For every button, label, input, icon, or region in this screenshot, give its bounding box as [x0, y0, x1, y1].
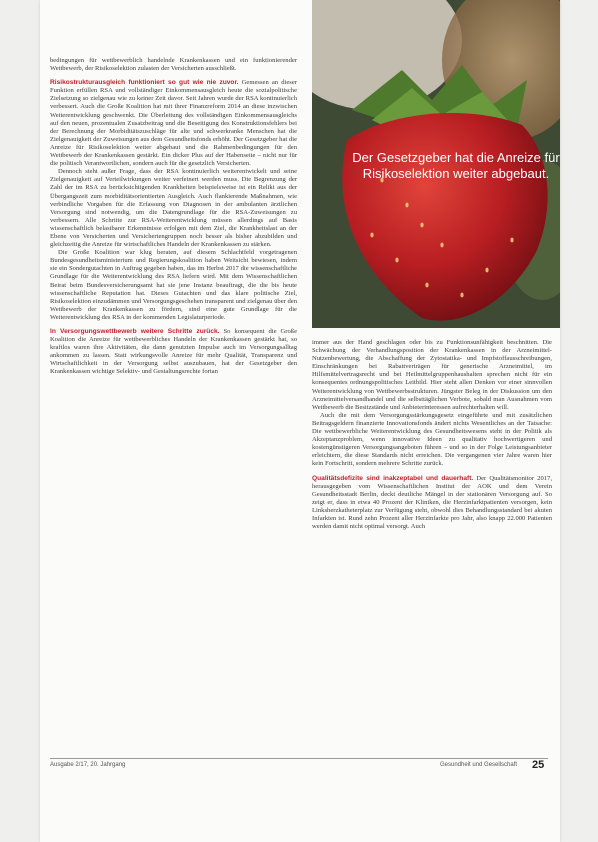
paragraph: Auch die mit dem Versorgungsstärkungsgesetz eingeführte und mit zusätzlichen Beitragsgeldern finanzierte Innovationsfonds ändert nichts Wesentliches an der Tatsache: Die wettbewerbliche Weiterentwicklung des Gesundheitswesens steht in der Politik als Akzeptanzproblem, wenn innovative Ideen zu qualitativ hochwertigeren und kostengünstigeren Versorgungsangeboten führen – und so in der Folge Leistungsanbieter erleichtern, die diese Standards nicht erreichen. Die vergangenen vier Jahre waren hier kein Fortschritt, sondern mehrere Schritte zurück. [312, 411, 552, 468]
section-heading: In Versorgungswettbewerb weitere Schritte zurück. [50, 328, 220, 335]
paragraph: Dennoch steht außer Frage, dass der RSA kontinuierlich weiterentwickelt und seine Zielgenauigkeit auf Verteilwirkungen weiter verfeinert werden muss. Die Begrenzung der Zahl der im RSA zu berücksichtigenden Krankheiten beispielsweise ist ein Relikt aus der Übergangszeit zum morbiditätsorientierten Ausgleich. Auch flankierende Maßnahmen, wie verbindliche Vorgaben für die Erfassung von Diagnosen in der ambulanten ärztlichen Versorgung sind notwendig, um die Datengrundlage für die RSA-Zuweisungen zu verbessern. Alle Schritte zur RSA-Weiterentwicklung müssen allerdings auf Basis wissenschaftlich belastbarer Erkenntnisse erfolgen mit dem Ziel, die Krankheitslast an der Ebene von Versicherten und Versichertengruppen noch besser als bisher abzubilden und gleichzeitig die Anreize für wirtschaftliches Handeln der Krankenkassen zu stärken. [50, 168, 297, 249]
section-risk-adjustment [50, 79, 297, 168]
paragraph: bedingungen für wettbewerblich handelnde Krankenkassen und ein funktionierender Wettbewerb, der Risikoselektion zulasten der Versicherten ausschließt. [50, 57, 297, 73]
page-number: 25 [532, 759, 545, 771]
paragraph: immer aus der Hand geschlagen oder bis zu Funktionsunfähigkeit beschnitten. Die Schwächung der Verhandlungsposition der Krankenkassen in der Arzneimittel-Nutzenbewertung, die Abschaffung der Zytostatika- und Impfstoffausschreibungen, Einschränkungen bei Rabattverträgen für generische Arzneimittel, im Hilfsmittelvertragsrecht und bei Heilmittelgruppenhaushalten sprechen nicht für ein konsequentes ordnungspolitisches Leitbild. Hier steht allen Denken vor einer sinnvollen Weiterentwicklung von Wettbewerbsstrukturen. Jüngster Beleg in der Diskussion um den Arzneimittelversandhandel und die selbsttäglichen Verbote, sobald man Ausnahmen vom Wettbewerb die Besitzstände und Anbieterinteressen aufrechterhalten will. [312, 339, 552, 411]
section-text: So konsequent die Große Koalition die Anreize für wettbewerbliches Handeln der Krankenkassen gestärkt hat, so kraftlos waren ihre Aktivitäten, die dann genutzten Impulse auch im Versorgungsalltag ankommen zu lassen. Statt wirkungsvolle Anreize für mehr Qualität, Transparenz und Wirtschaftlichkeit in der Versorgung selbst auszubauen, hat der Gesetzgeber den Krankenkassen wichtige Selektiv- und Gestaltungsrechte fortan [50, 328, 297, 376]
paragraph: Die Große Koalition war klug beraten, auf diesem Schlachtfeld vorgetragenen Bundesgesundheitsministerium und Regierungskoalition haben Weitsicht bewiesen, indem sie ein Sondergutachten in Auftrag gegeben haben, das im Herbst 2017 die wissenschaftliche Grundlage für die Weiterentwicklung des RSA liefern wird. Mit dem Wissenschaftlichen Beirat beim Bundesversicherungsamt hat sie jene Instanz beauftragt, die die bis heute wissenschaftliche Reputation hat. Dieses Gutachten und das klare politische Ziel, Risikoselektion einzudämmen und Versorgungsgeschehen transparent und zielgenau über den Wettbewerb der Krankenkassen zu fördern, sind eine gute Grundlage für die Weiterentwicklung des RSA in der kommenden Legislaturperiode. [50, 249, 297, 321]
column-right [312, 339, 552, 531]
section-care-competition [50, 328, 297, 377]
pull-quote: Der Gesetzgeber hat die Anreize für Risikoselektion weiter abgebaut. [352, 150, 560, 181]
section-text: Gemessen an dieser Funktion erfüllen RSA und vollständiger Einkommensausgleich heute die sozialpolitische Zielsetzung so zielgenau wie zu keiner Zeit davor. Seit Jahren wurde der RSA kontinuierlich verbessert. Auch die Große Koalition hat mit ihrer Finanzreform 2014 an diese inzwischen Weiterentwicklung geschwenkt. Die Überleitung des vollständigen Einkommensausgleichs auf den neuen, prozentualen Zusatzbeitrag und die Beseitigung des Konstruktionsfehlers bei der Berechnung der Morbiditätszuschläge für alte und schwerkranke Menschen hat die Zielgenauigkeit der Zuweisungen aus dem Gesundheitsfonds erhöht. Der Gesetzgeber hat die Anreize für Risikoselektion weiter abgebaut und die Rahmenbedingungen für den Wettbewerb der Krankenkassen gestärkt. Ein dicker Plus auf der Habenseite – nicht nur für die politisch Verantwortlichen, sondern auch für die gesetzlich Versicherten. [50, 79, 297, 168]
footer-rule [50, 758, 548, 759]
column-left [50, 57, 297, 377]
section-text: Der Qualitätsmonitor 2017, herausgegeben vom Wissenschaftlichen Institut der AOK und dem Verein Gesundheitsstadt Berlin, deckt deutliche Mängel in der stationären Versorgung auf. So zeigt er, dass in etwa 40 Prozent der Kliniken, die Herzinfarktpatienten versorgen, kein Linksherzkatheterplatz zur Verfügung steht, obwohl dies Behandlungsstandard bei akuten Infarkten ist. Rund zehn Prozent aller Herzinfarkte pro Jahr, also knapp 22.000 Patienten werden damit nicht optimal versorgt. Auch [312, 474, 552, 531]
magazine-page [40, 0, 560, 842]
footer-magazine-title: Gesundheit und Gesellschaft [440, 762, 518, 768]
section-heading: Qualitätsdefizite sind inakzeptabel und dauerhaft. [312, 474, 474, 482]
footer-issue: Ausgabe 2/17, 20. Jahrgang [50, 762, 126, 768]
section-quality-deficits [312, 475, 552, 532]
section-heading: Risikostrukturausgleich funktioniert so gut wie nie zuvor. [50, 79, 239, 87]
